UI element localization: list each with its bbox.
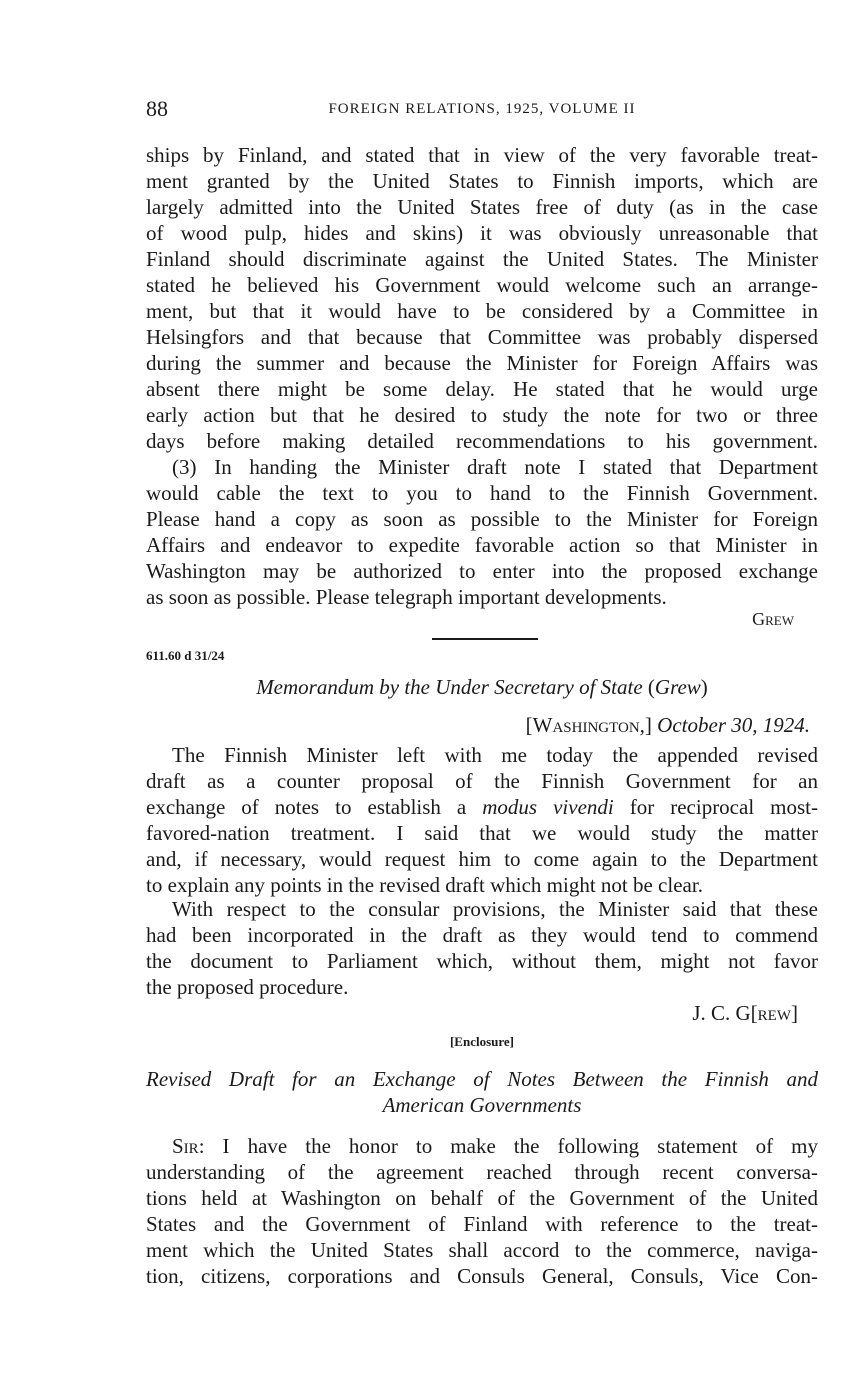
salutation: Sir — [172, 1134, 199, 1158]
signature-bracket-open: [ — [750, 1001, 758, 1025]
dateline-place: Washington — [532, 713, 640, 737]
signature-jcg — [146, 1000, 818, 1026]
memo-title-main: Memorandum by the Under Secretary of State — [256, 675, 643, 699]
file-number: 611.60 d 31/24 — [146, 648, 225, 663]
body-line: ment which the United States shall accord to the commerce, naviga- — [146, 1238, 818, 1262]
signature-bracket-close: ] — [791, 1001, 798, 1025]
italic-phrase: modus vivendi — [482, 795, 614, 819]
body-line: tion, citizens, corporations and Consuls General, Consuls, Vice Con- — [146, 1264, 818, 1288]
body-text: for reciprocal most- — [613, 795, 818, 819]
draft-title-line: Revised Draft for an Exchange of Notes Between the Finnish and — [146, 1067, 818, 1091]
body-line: ment, but that it would have to be considered by a Committee in — [146, 299, 818, 323]
body-line: Finland should discriminate against the United States. The Minister — [146, 247, 818, 271]
body-line: had been incorporated in the draft as they would tend to commend — [146, 923, 818, 947]
signature-initials: J. C. G — [692, 1001, 751, 1025]
body-line: Please hand a copy as soon as possible to the Minister for Foreign — [146, 507, 818, 531]
body-line: (3) In handing the Minister draft note I stated that Department — [172, 455, 818, 479]
signature-text: Grew — [752, 609, 794, 629]
body-line: to explain any points in the revised draft which might not be clear. — [146, 873, 703, 897]
body-line: draft as a counter proposal of the Finnish Government for an — [146, 769, 818, 793]
body-text: exchange of notes to establish a — [146, 795, 483, 819]
body-line: Affairs and endeavor to expedite favorable action so that Minister in — [146, 533, 818, 557]
body-line: the document to Parliament which, without them, might not favor — [146, 949, 818, 973]
page-header — [146, 96, 818, 126]
dateline — [146, 712, 818, 738]
dateline-date: October 30, 1924. — [657, 713, 810, 737]
body-line: ment granted by the United States to Finnish imports, which are — [146, 169, 818, 193]
body-line: during the summer and because the Minister for Foreign Affairs was — [146, 351, 818, 375]
memo-title-paren-open: ( — [647, 675, 655, 699]
body-line: States and the Government of Finland with reference to the treat- — [146, 1212, 818, 1236]
body-line: the proposed procedure. — [146, 975, 349, 999]
body-line: Washington may be authorized to enter into the proposed exchange — [146, 559, 818, 583]
memo-title — [146, 674, 818, 700]
body-text: : I have the honor to make the following statement of my — [198, 1134, 818, 1158]
body-line: as soon as possible. Please telegraph important developments. — [146, 585, 667, 609]
body-line — [146, 794, 818, 820]
page-number: 88 — [146, 96, 168, 121]
signature-grew — [146, 606, 818, 632]
body-line: With respect to the consular provisions, the Minister said that these — [172, 897, 818, 921]
body-line: would cable the text to you to hand to the Finnish Government. — [146, 481, 818, 505]
body-line: stated he believed his Government would welcome such an arrange- — [146, 273, 818, 297]
body-line: The Finnish Minister left with me today the appended revised — [172, 743, 818, 767]
draft-title-line: American Governments — [382, 1093, 582, 1117]
running-head: FOREIGN RELATIONS, 1925, VOLUME II — [328, 101, 636, 117]
body-line: days before making detailed recommendations to his government. — [146, 429, 818, 453]
body-line: of wood pulp, hides and skins) it was obviously unreasonable that — [146, 221, 818, 245]
dateline-bracket-close: ,] — [639, 713, 652, 737]
signature-rest: rew — [757, 1001, 791, 1025]
dateline-bracket-open: [ — [525, 713, 533, 737]
enclosure-label: [Enclosure] — [449, 1034, 515, 1049]
body-line: absent there might be some delay. He stated that he would urge — [146, 377, 818, 401]
body-line: and, if necessary, would request him to come again to the Department — [146, 847, 818, 871]
body-line: early action but that he desired to study the note for two or three — [146, 403, 818, 427]
body-line: ships by Finland, and stated that in view of the very favorable treat- — [146, 143, 818, 167]
body-line: tions held at Washington on behalf of the Government of the United — [146, 1186, 818, 1210]
memo-title-name: Grew — [654, 675, 701, 699]
body-line: Helsingfors and that because that Committee was probably dispersed — [146, 325, 818, 349]
body-line: understanding of the agreement reached through recent conversa- — [146, 1160, 818, 1184]
body-line: favored-nation treatment. I said that we would study the matter — [146, 821, 818, 845]
section-divider — [432, 638, 538, 640]
memo-title-paren-close: ) — [700, 675, 708, 699]
body-line — [172, 1133, 818, 1159]
body-line: largely admitted into the United States free of duty (as in the case — [146, 195, 818, 219]
